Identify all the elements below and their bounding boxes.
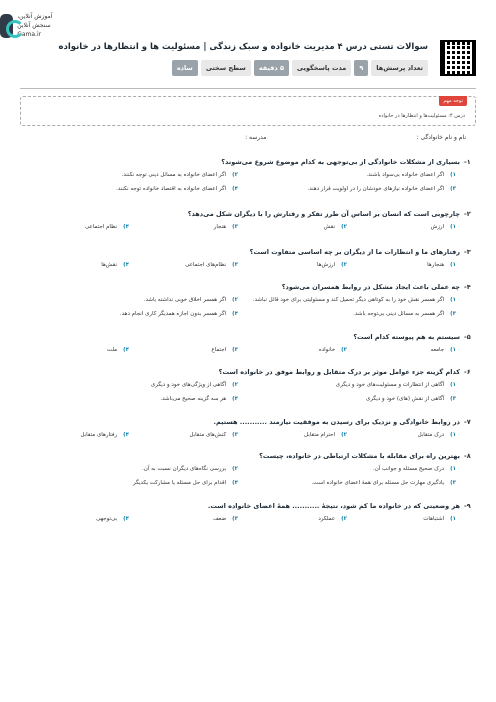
option-text: اگر همسر اخلاق خوبی نداشته باشد. (143, 297, 227, 303)
option-4[interactable] (20, 224, 129, 230)
option-text: درک صحیح مسئله و جوانب آن. (372, 466, 445, 472)
options-list (20, 516, 476, 522)
question-7 (20, 418, 476, 438)
option-text: خانواده (318, 347, 336, 353)
option-2[interactable] (20, 172, 238, 178)
option-2[interactable] (238, 516, 347, 522)
option-text: اجتماع (211, 347, 227, 353)
option-text: آگاهی از انتظارات و مسئولیت‌های خود و دیگری (335, 382, 445, 388)
question-number: ۹- (464, 502, 471, 510)
option-text: درک متقابل (417, 432, 445, 438)
option-4[interactable] (20, 396, 238, 402)
option-number: ۴) (232, 186, 238, 192)
notice-tag: توجه مهم (439, 96, 467, 106)
option-2[interactable] (238, 432, 347, 438)
header-divider (20, 88, 476, 89)
option-number: ۱) (450, 466, 456, 472)
option-text: نقش (323, 224, 336, 230)
option-text: ضعف (213, 516, 227, 522)
options-list (20, 382, 476, 402)
option-number: ۱) (450, 262, 456, 268)
option-number: ۴) (232, 311, 238, 317)
question-number: ۱- (464, 158, 471, 166)
question-text: چارچوبی است که انسان بر اساس آن طرز تفکر و رفتارش را با دیگران شکل می‌دهد؟ (187, 210, 460, 218)
option-1[interactable] (347, 347, 456, 353)
question-head (20, 210, 476, 218)
option-number: ۳) (232, 432, 238, 438)
option-4[interactable] (20, 311, 238, 317)
option-text: اگر اعضای خانواده نیازهای خودشان را در اولویت قرار دهند. (307, 186, 445, 192)
gama-logo-icon (0, 14, 13, 38)
question-text: در روابط خانوادگی و نزدیک برای رسیدن به موفقیت نیازمند ........... هستیم. (213, 418, 460, 426)
option-2[interactable] (238, 347, 347, 353)
option-number: ۲) (232, 466, 238, 472)
question-number: ۷- (464, 418, 471, 426)
option-1[interactable] (347, 432, 456, 438)
question-1 (20, 158, 476, 192)
option-3[interactable] (238, 311, 456, 317)
option-text: جامعه (430, 347, 445, 353)
option-text: آگاهی از نقش (های) خود و دیگری (365, 396, 445, 402)
school-label: مدرسه : (245, 134, 267, 141)
option-text: یادگیری مهارت حل مسئله برای همهٔ اعضای خانواده است. (311, 480, 445, 486)
option-text: اقدام برای حل مسئله یا مشارکت یکدیگر (132, 480, 227, 486)
option-2[interactable] (238, 224, 347, 230)
option-text: اشتباهات (423, 516, 445, 522)
question-text: بهترین راه برای مقابله با مشکلات ارتباطی در خانواده، چیست؟ (259, 452, 460, 460)
option-number: ۱) (450, 347, 456, 353)
question-head (20, 158, 476, 166)
question-text: چه عملی باعث ایجاد مشکل در روابط همسران می‌شود؟ (281, 283, 460, 291)
question-number: ۳- (464, 248, 471, 256)
option-2[interactable] (20, 466, 238, 472)
option-number: ۱) (450, 382, 456, 388)
notice-text: درس ۴: مسئولیت‌ها و انتظارها در خانواده (378, 113, 465, 119)
question-number: ۶- (464, 368, 471, 376)
option-text: نظام اجتماعی (84, 224, 118, 230)
option-text: رفتارهای متقابل (80, 432, 118, 438)
option-number: ۴) (123, 347, 129, 353)
question-3 (20, 248, 476, 268)
option-number: ۱) (450, 516, 456, 522)
question-8 (20, 452, 476, 486)
exam-meta (172, 60, 428, 76)
option-text: اگر همسر نقش خود را به کوتاهی دیگر تحمیل کند و مسئولیتی برای خود قائل نباشد. (252, 297, 445, 303)
option-1[interactable] (347, 224, 456, 230)
option-number: ۳) (450, 396, 456, 402)
option-number: ۳) (450, 311, 456, 317)
option-text: احترام متقابل (304, 432, 336, 438)
question-head (20, 333, 476, 341)
option-1[interactable] (238, 382, 456, 388)
question-text: بسیاری از مشکلات خانوادگی از بی‌توجهی به کدام موضوع شروع می‌شوند؟ (221, 158, 460, 166)
meta-label-difficulty: سطح سختی (201, 60, 251, 76)
option-3[interactable] (238, 396, 456, 402)
student-info (245, 134, 466, 141)
option-text: ارزش‌ها (316, 262, 336, 268)
option-3[interactable] (238, 186, 456, 192)
question-head (20, 452, 476, 460)
option-text: اگر همسر به مسائل دینی بی‌توجه باشد. (353, 311, 445, 317)
option-number: ۳) (450, 186, 456, 192)
question-text: هر وضعیتی که در خانواده ما کم شود، نتیجهٔ ........... همهٔ اعضای خانواده است. (207, 502, 460, 510)
options-list (20, 466, 476, 486)
option-number: ۲) (341, 262, 347, 268)
option-number: ۴) (123, 262, 129, 268)
question-head (20, 248, 476, 256)
question-text: سیستم به هم پیوسته کدام است؟ (353, 333, 460, 341)
option-number: ۳) (232, 262, 238, 268)
meta-value-difficulty: ساده (172, 60, 198, 76)
option-number: ۲) (232, 172, 238, 178)
option-text: هنجارها (427, 262, 445, 268)
question-number: ۲- (464, 210, 471, 218)
option-number: ۴) (123, 516, 129, 522)
option-2[interactable] (238, 262, 347, 268)
option-text: آگاهی از ویژگی‌های خود و دیگری (150, 382, 227, 388)
options-list (20, 347, 476, 353)
option-1[interactable] (238, 297, 456, 303)
option-number: ۴) (123, 432, 129, 438)
option-number: ۲) (232, 382, 238, 388)
option-4[interactable] (20, 432, 129, 438)
option-number: ۴) (232, 396, 238, 402)
question-head (20, 283, 476, 291)
meta-label-count: تعداد پرسش‌ها (371, 60, 428, 76)
option-number: ۳) (450, 480, 456, 486)
option-4[interactable] (20, 480, 238, 486)
option-number: ۲) (341, 516, 347, 522)
option-4[interactable] (20, 262, 129, 268)
question-head (20, 368, 476, 376)
options-list (20, 224, 476, 230)
question-6 (20, 368, 476, 402)
option-3[interactable] (238, 480, 456, 486)
option-number: ۲) (341, 432, 347, 438)
notice-box (20, 96, 476, 126)
question-number: ۴- (464, 283, 471, 291)
option-text: ارزش (430, 224, 445, 230)
options-list (20, 432, 476, 438)
option-text: نقش‌ها (101, 262, 118, 268)
option-text: اگر همسر بدون اجازه همدیگر کاری انجام دهد. (119, 311, 227, 317)
question-5 (20, 333, 476, 353)
option-2[interactable] (20, 382, 238, 388)
brand-line1: آموزش آنلاین، سنجش آنلاین (17, 13, 53, 29)
option-2[interactable] (20, 297, 238, 303)
qr-code-icon (440, 40, 476, 76)
option-text: ملت (106, 347, 118, 353)
option-number: ۳) (232, 516, 238, 522)
option-4[interactable] (20, 186, 238, 192)
option-1[interactable] (238, 172, 456, 178)
option-text: بی‌توجهی (96, 516, 118, 522)
question-head (20, 418, 476, 426)
option-text: اگر اعضای خانواده به اقتصاد خانواده توجه نکنند. (116, 186, 227, 192)
question-9 (20, 502, 476, 522)
top-bar (0, 12, 496, 42)
option-3[interactable] (129, 224, 238, 230)
option-1[interactable] (347, 516, 456, 522)
option-number: ۲) (341, 347, 347, 353)
option-number: ۴) (123, 224, 129, 230)
option-number: ۴) (232, 480, 238, 486)
option-number: ۱) (450, 224, 456, 230)
question-number: ۵- (464, 333, 471, 341)
option-4[interactable] (20, 516, 129, 522)
option-text: اگر اعضای خانواده بی‌سواد باشند. (366, 172, 445, 178)
page-title: سوالات تستی درس ۴ مدیریت خانواده و سبک زندگی | مسئولیت ها و انتظارها در خانواده (58, 42, 428, 52)
question-number: ۸- (464, 452, 471, 460)
question-head (20, 502, 476, 510)
options-list (20, 262, 476, 268)
option-text: هر سه گزینه صحیح می‌باشد. (160, 396, 227, 402)
question-text: رفتارهای ما و انتظارات ما از دیگران بر چه اساسی متفاوت است؟ (249, 248, 460, 256)
option-3[interactable] (129, 262, 238, 268)
option-number: ۳) (232, 347, 238, 353)
option-number: ۱) (450, 172, 456, 178)
question-4 (20, 283, 476, 317)
option-text: هنجار (213, 224, 227, 230)
brand[interactable] (0, 12, 56, 39)
option-3[interactable] (129, 347, 238, 353)
option-number: ۲) (232, 297, 238, 303)
meta-label-duration: مدت پاسخگویی (292, 60, 351, 76)
option-1[interactable] (238, 466, 456, 472)
options-list (20, 297, 476, 317)
option-text: عملکرد (318, 516, 336, 522)
option-3[interactable] (129, 432, 238, 438)
option-3[interactable] (129, 516, 238, 522)
exam-header (20, 40, 476, 86)
option-text: بررسی نگاه‌های دیگران نسبت به آن. (142, 466, 227, 472)
question-text: کدام گزینه جزء عوامل موثر بر درک متقابل و روابط موفق در خانواده است؟ (218, 368, 460, 376)
option-1[interactable] (347, 262, 456, 268)
option-text: اگر اعضای خانواده به مسائل دینی توجه نکنند. (121, 172, 227, 178)
option-number: ۱) (450, 297, 456, 303)
meta-value-duration: ۵ دقیقه (254, 60, 289, 76)
meta-value-count: ۹ (354, 60, 368, 76)
options-list (20, 172, 476, 192)
brand-line2: Gama.ir (17, 31, 42, 38)
student-name-label: نام و نام خانوادگی : (416, 134, 466, 141)
option-4[interactable] (20, 347, 129, 353)
option-number: ۳) (232, 224, 238, 230)
option-number: ۲) (341, 224, 347, 230)
option-text: کنش‌های متقابل (189, 432, 227, 438)
option-number: ۱) (450, 432, 456, 438)
option-text: نظام‌های اجتماعی (185, 262, 227, 268)
question-2 (20, 210, 476, 230)
